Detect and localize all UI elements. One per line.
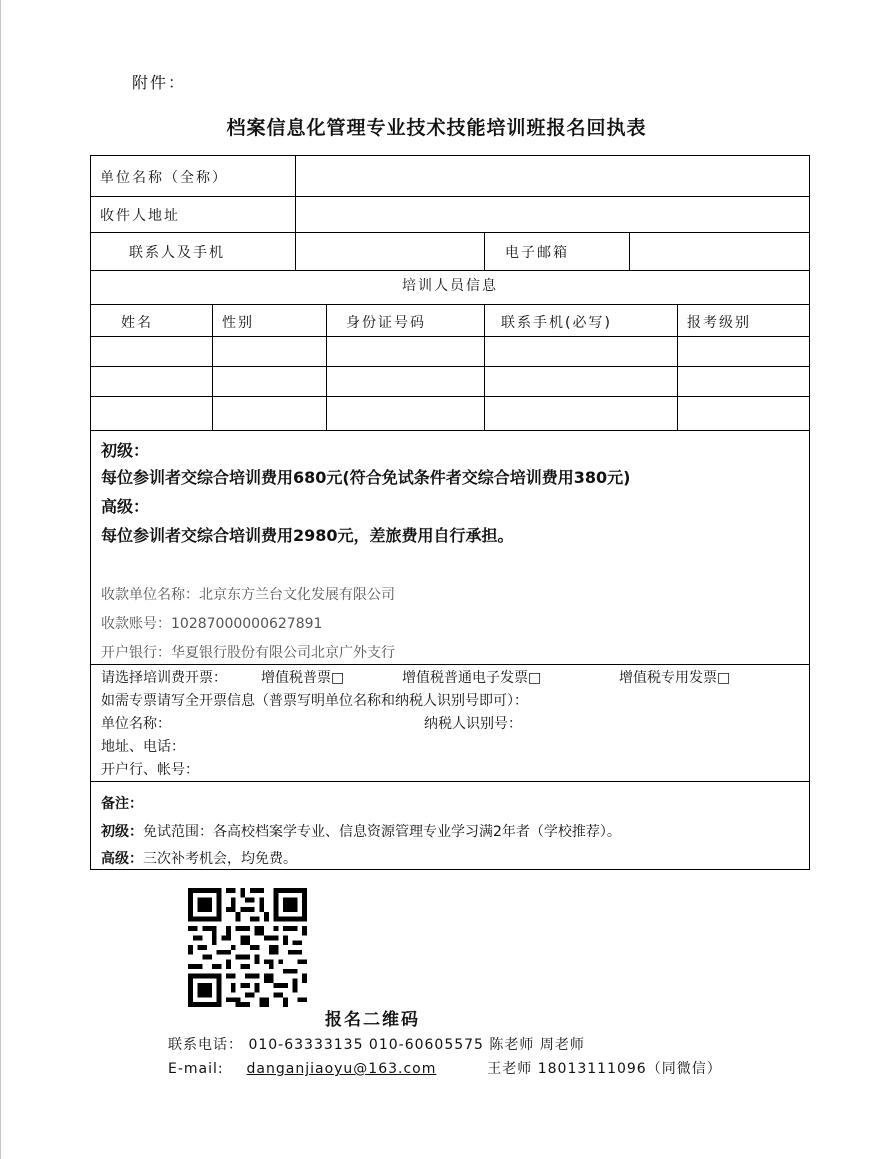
notes-senior-label: 高级： [101, 851, 143, 867]
qr-code-label: 报名二维码 [325, 1010, 420, 1030]
fee-senior-text: 每位参训者交综合培训费用2980元，差旅费用自行承担。 [101, 526, 514, 545]
fee-senior-heading: 高级： [101, 497, 150, 516]
fee-junior-text: 每位参训者交综合培训费用680元(符合免试条件者交综合培训费用380元) [101, 468, 631, 487]
payee-bank: 开户银行：华夏银行股份有限公司北京广外支行 [101, 645, 395, 661]
notes-heading: 备注： [101, 796, 143, 812]
invoice-instruction: 如需专票请写全开票信息（普票写明单位名称和纳税人识别号即可）： [101, 693, 528, 709]
invoice-unit-name-label: 单位名称： [101, 716, 171, 732]
registration-form-table [90, 155, 810, 870]
invoice-address-phone-label: 地址、电话： [101, 739, 185, 755]
notes-senior-text: 三次补考机会，均免费。 [143, 851, 297, 867]
page-edge [0, 0, 1, 1159]
contact-field[interactable] [296, 233, 484, 270]
column-header-gender: 性别 [222, 315, 254, 331]
trainee-row[interactable] [91, 367, 809, 396]
invoice-option-special[interactable]: 增值税专用发票□ [619, 670, 731, 686]
column-header-id: 身份证号码 [346, 315, 426, 331]
form-title: 档案信息化管理专业技术技能培训班报名回执表 [226, 117, 647, 139]
fee-junior-heading: 初级： [101, 441, 150, 460]
notes-senior-line [101, 848, 297, 868]
contact-email-link[interactable]: danganjiaoyu@163.com [246, 1061, 437, 1077]
trainee-row[interactable] [91, 397, 809, 430]
trainee-section-title: 培训人员信息 [402, 278, 498, 294]
unit-name-field[interactable] [296, 156, 809, 196]
invoice-bank-account-label: 开户行、帐号： [101, 762, 199, 778]
contact-phone-line: 联系电话： 010-63333135 010-60605575 陈老师 周老师 [168, 1037, 585, 1053]
trainee-row[interactable] [91, 337, 809, 366]
qr-code-image[interactable] [188, 888, 307, 1007]
contact-wechat: 王老师 18013111096（同微信） [487, 1061, 722, 1077]
contact-email-line [168, 1058, 722, 1078]
payee-account: 收款账号：10287000000627891 [101, 616, 323, 632]
notes-junior-text: 免试范围：各高校档案学专业、信息资源管理专业学习满2年者（学校推荐）。 [143, 824, 621, 840]
attachment-label: 附件： [132, 73, 187, 92]
invoice-taxpayer-id-label: 纳税人识别号： [424, 716, 522, 732]
column-header-phone: 联系手机(必写) [501, 315, 612, 331]
email-field[interactable] [630, 233, 809, 270]
email-label: 电子邮箱 [505, 245, 569, 261]
invoice-select-label: 请选择培训费开票： [101, 670, 227, 686]
contact-email-label: E-mail: [168, 1061, 224, 1077]
column-header-name: 姓名 [121, 315, 153, 331]
notes-junior-line [101, 821, 621, 841]
invoice-option-electronic[interactable]: 增值税普通电子发票□ [402, 670, 542, 686]
contact-label: 联系人及手机 [129, 245, 225, 261]
payee-name: 收款单位名称：北京东方兰台文化发展有限公司 [101, 587, 395, 603]
address-field[interactable] [296, 197, 809, 232]
unit-name-label: 单位名称（全称） [100, 170, 228, 186]
notes-junior-label: 初级： [101, 824, 143, 840]
column-header-level: 报考级别 [687, 315, 751, 331]
address-label: 收件人地址 [100, 208, 180, 224]
invoice-option-general[interactable]: 增值税普票□ [261, 670, 345, 686]
